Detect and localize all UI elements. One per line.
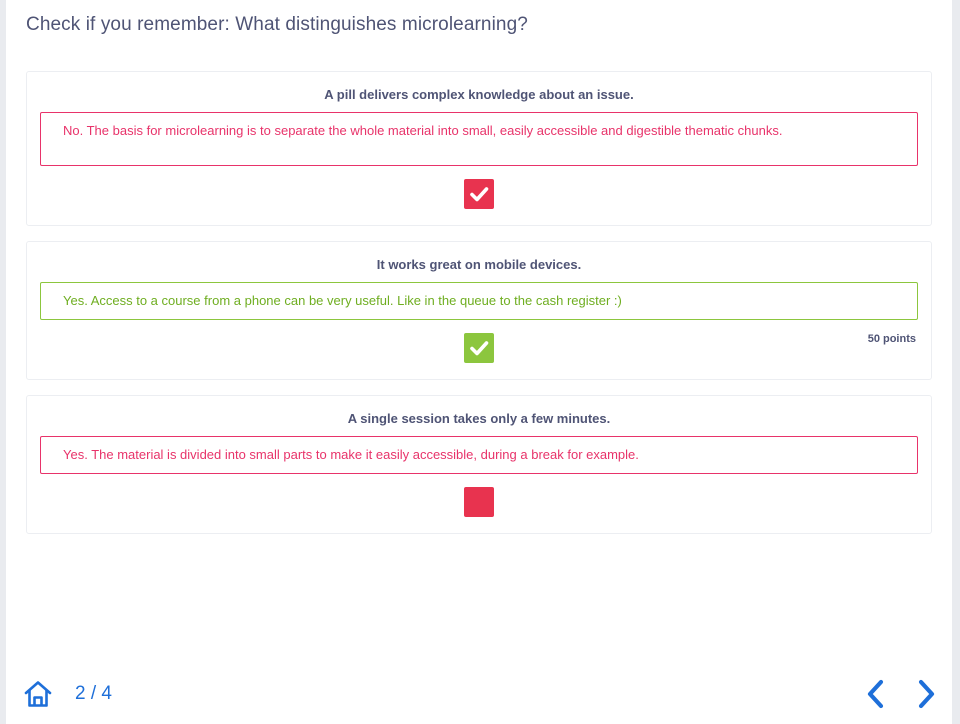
answer-checkbox-checked[interactable] bbox=[464, 179, 494, 209]
feedback-incorrect: Yes. The material is divided into small parts to make it easily accessible, during a break for example. bbox=[40, 436, 918, 474]
question-statement: A single session takes only a few minutes. bbox=[347, 411, 611, 426]
points-label: 50 points bbox=[867, 333, 916, 345]
question-card-3 bbox=[26, 395, 932, 534]
chevron-right-icon bbox=[911, 677, 941, 711]
feedback-incorrect: No. The basis for microlearning is to separate the whole material into small, easily accessible and digestible thematic chunks. bbox=[40, 112, 918, 166]
feedback-correct: Yes. Access to a course from a phone can be very useful. Like in the queue to the cash register :) bbox=[40, 282, 918, 320]
question-statement: It works great on mobile devices. bbox=[376, 257, 582, 272]
next-button[interactable] bbox=[911, 677, 941, 711]
page-indicator: 2 / 4 bbox=[75, 683, 112, 704]
chevron-left-icon bbox=[861, 677, 891, 711]
home-icon bbox=[23, 679, 53, 709]
quiz-page bbox=[6, 0, 952, 724]
question-statement: A pill delivers complex knowledge about an issue. bbox=[324, 87, 634, 102]
checkmark-icon bbox=[464, 179, 494, 209]
answer-checkbox-unchecked[interactable] bbox=[464, 487, 494, 517]
previous-button[interactable] bbox=[861, 677, 891, 711]
question-card-2 bbox=[26, 241, 932, 380]
checkmark-icon bbox=[464, 333, 494, 363]
answer-checkbox-checked[interactable] bbox=[464, 333, 494, 363]
page-title: Check if you remember: What distinguishes microlearning? bbox=[26, 14, 528, 35]
question-card-1 bbox=[26, 71, 932, 226]
home-button[interactable] bbox=[23, 679, 53, 709]
